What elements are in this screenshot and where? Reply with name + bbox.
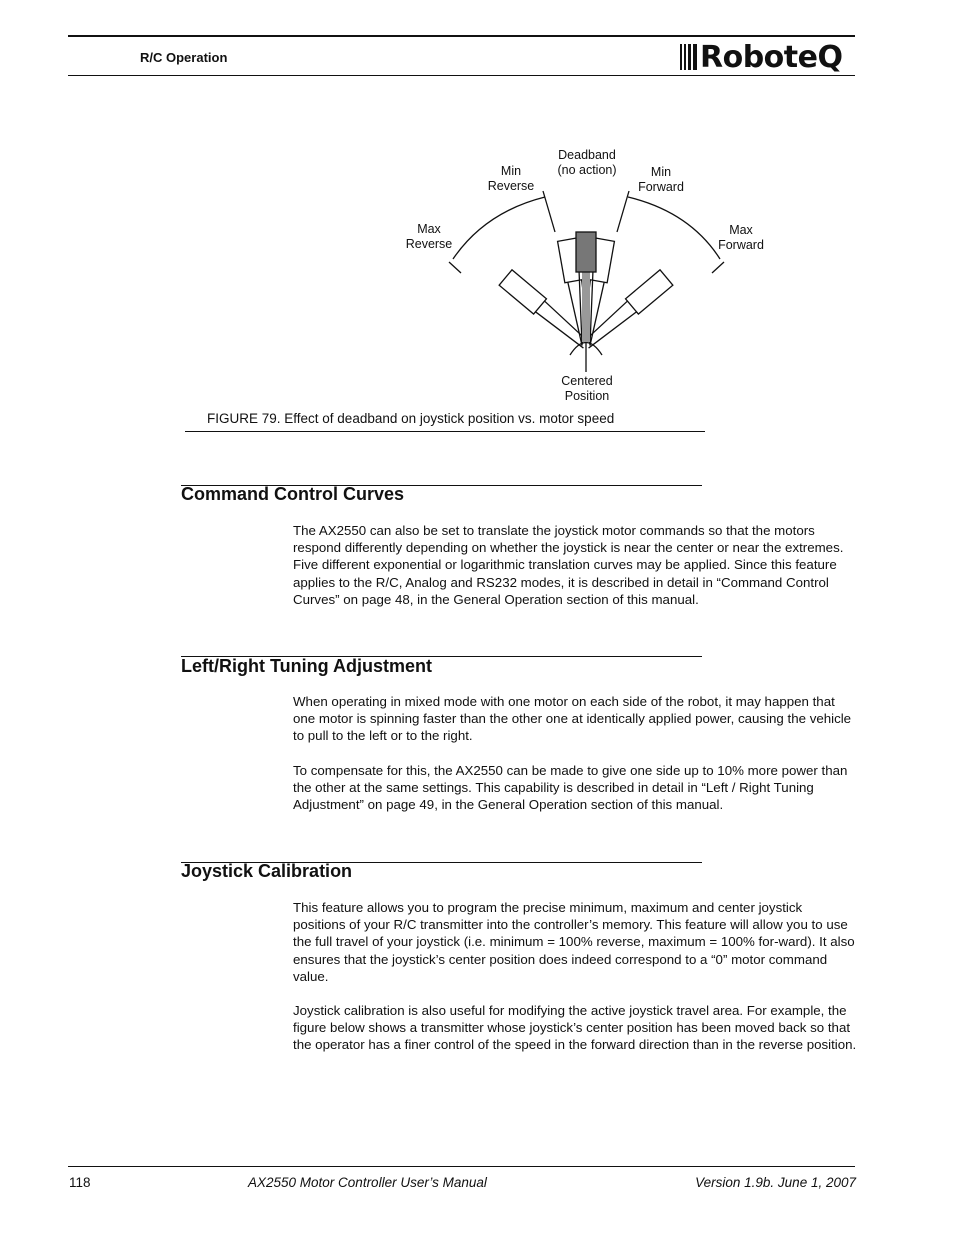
page-number: 118 (69, 1175, 91, 1190)
label-max-forward: Max Forward (718, 223, 764, 252)
caption-rule (185, 431, 705, 432)
min-forward-tick (617, 191, 629, 232)
header-bottom-rule (68, 75, 855, 76)
paragraph: This feature allows you to program the precise minimum, maximum and center joystick positions of your R/C transmitter into the controller’s memory. This feature will allow you to use the full travel of your joystick (i.e. minimum = 100% reverse, maximum = 100% for-ward). It also ensures that the joystick’s center position does indeed correspond to a “0” motor command value. (293, 900, 855, 984)
joystick-deadband-diagram (400, 140, 800, 400)
logo-bars-icon (680, 42, 700, 72)
header-section-title: R/C Operation (140, 50, 228, 65)
footer-rule (68, 1166, 855, 1167)
header-top-rule (68, 35, 855, 37)
footer-version: Version 1.9b. June 1, 2007 (695, 1175, 856, 1190)
section-heading: Left/Right Tuning Adjustment (181, 656, 432, 676)
logo-wordmark: RoboteQ (700, 39, 843, 75)
label-min-forward: Min Forward (638, 165, 684, 194)
label-min-reverse: Min Reverse (487, 164, 535, 193)
section-heading: Joystick Calibration (181, 861, 353, 881)
footer-manual-title: AX2550 Motor Controller User’s Manual (248, 1175, 487, 1190)
label-max-reverse: Max Reverse (405, 222, 453, 251)
paragraph: When operating in mixed mode with one motor on each side of the robot, it may happen that one motor is spinning faster than the other one at identically applied power, causing the vehicle to pull to the left or to the right. (293, 694, 852, 744)
paragraph: The AX2550 can also be set to translate the joystick motor commands so that the motors respond differently depending on whether the joystick is near the center or near the extremes. Five different exponential or logarithmic translation curves may be applied. Since this feature applies to the R/C, Analog and RS232 modes, it is described in detail in “Command Control Curves” on page 48, in the General Operation section of this manual. (293, 523, 844, 607)
min-reverse-tick (543, 191, 555, 232)
stick-centered (576, 232, 596, 345)
paragraph: To compensate for this, the AX2550 can be made to give one side up to 10% more power than the other at the same settings. This capability is described in detail in “Left / Right Tuning Adjustment” on page 49, in the General Operation section of this manual. (293, 763, 848, 813)
label-deadband: Deadband (no action) (557, 148, 617, 177)
max-forward-tick (712, 262, 724, 273)
roboteq-logo (680, 40, 843, 74)
reverse-travel-arc (453, 197, 545, 259)
paragraph: Joystick calibration is also useful for modifying the active joystick travel area. For example, the figure below shows a transmitter whose joystick’s center position has been moved back so that the operator has a finer control of the speed in the forward direction than in the reverse position. (293, 1003, 857, 1053)
forward-travel-arc (628, 197, 720, 259)
section-heading: Command Control Curves (181, 484, 405, 504)
figure-caption: FIGURE 79. Effect of deadband on joystick position vs. motor speed (207, 411, 615, 426)
max-reverse-tick (449, 262, 461, 273)
label-centered-position: Centered Position (561, 374, 613, 403)
stick-max-reverse (499, 270, 592, 353)
stick-max-forward (580, 270, 673, 353)
